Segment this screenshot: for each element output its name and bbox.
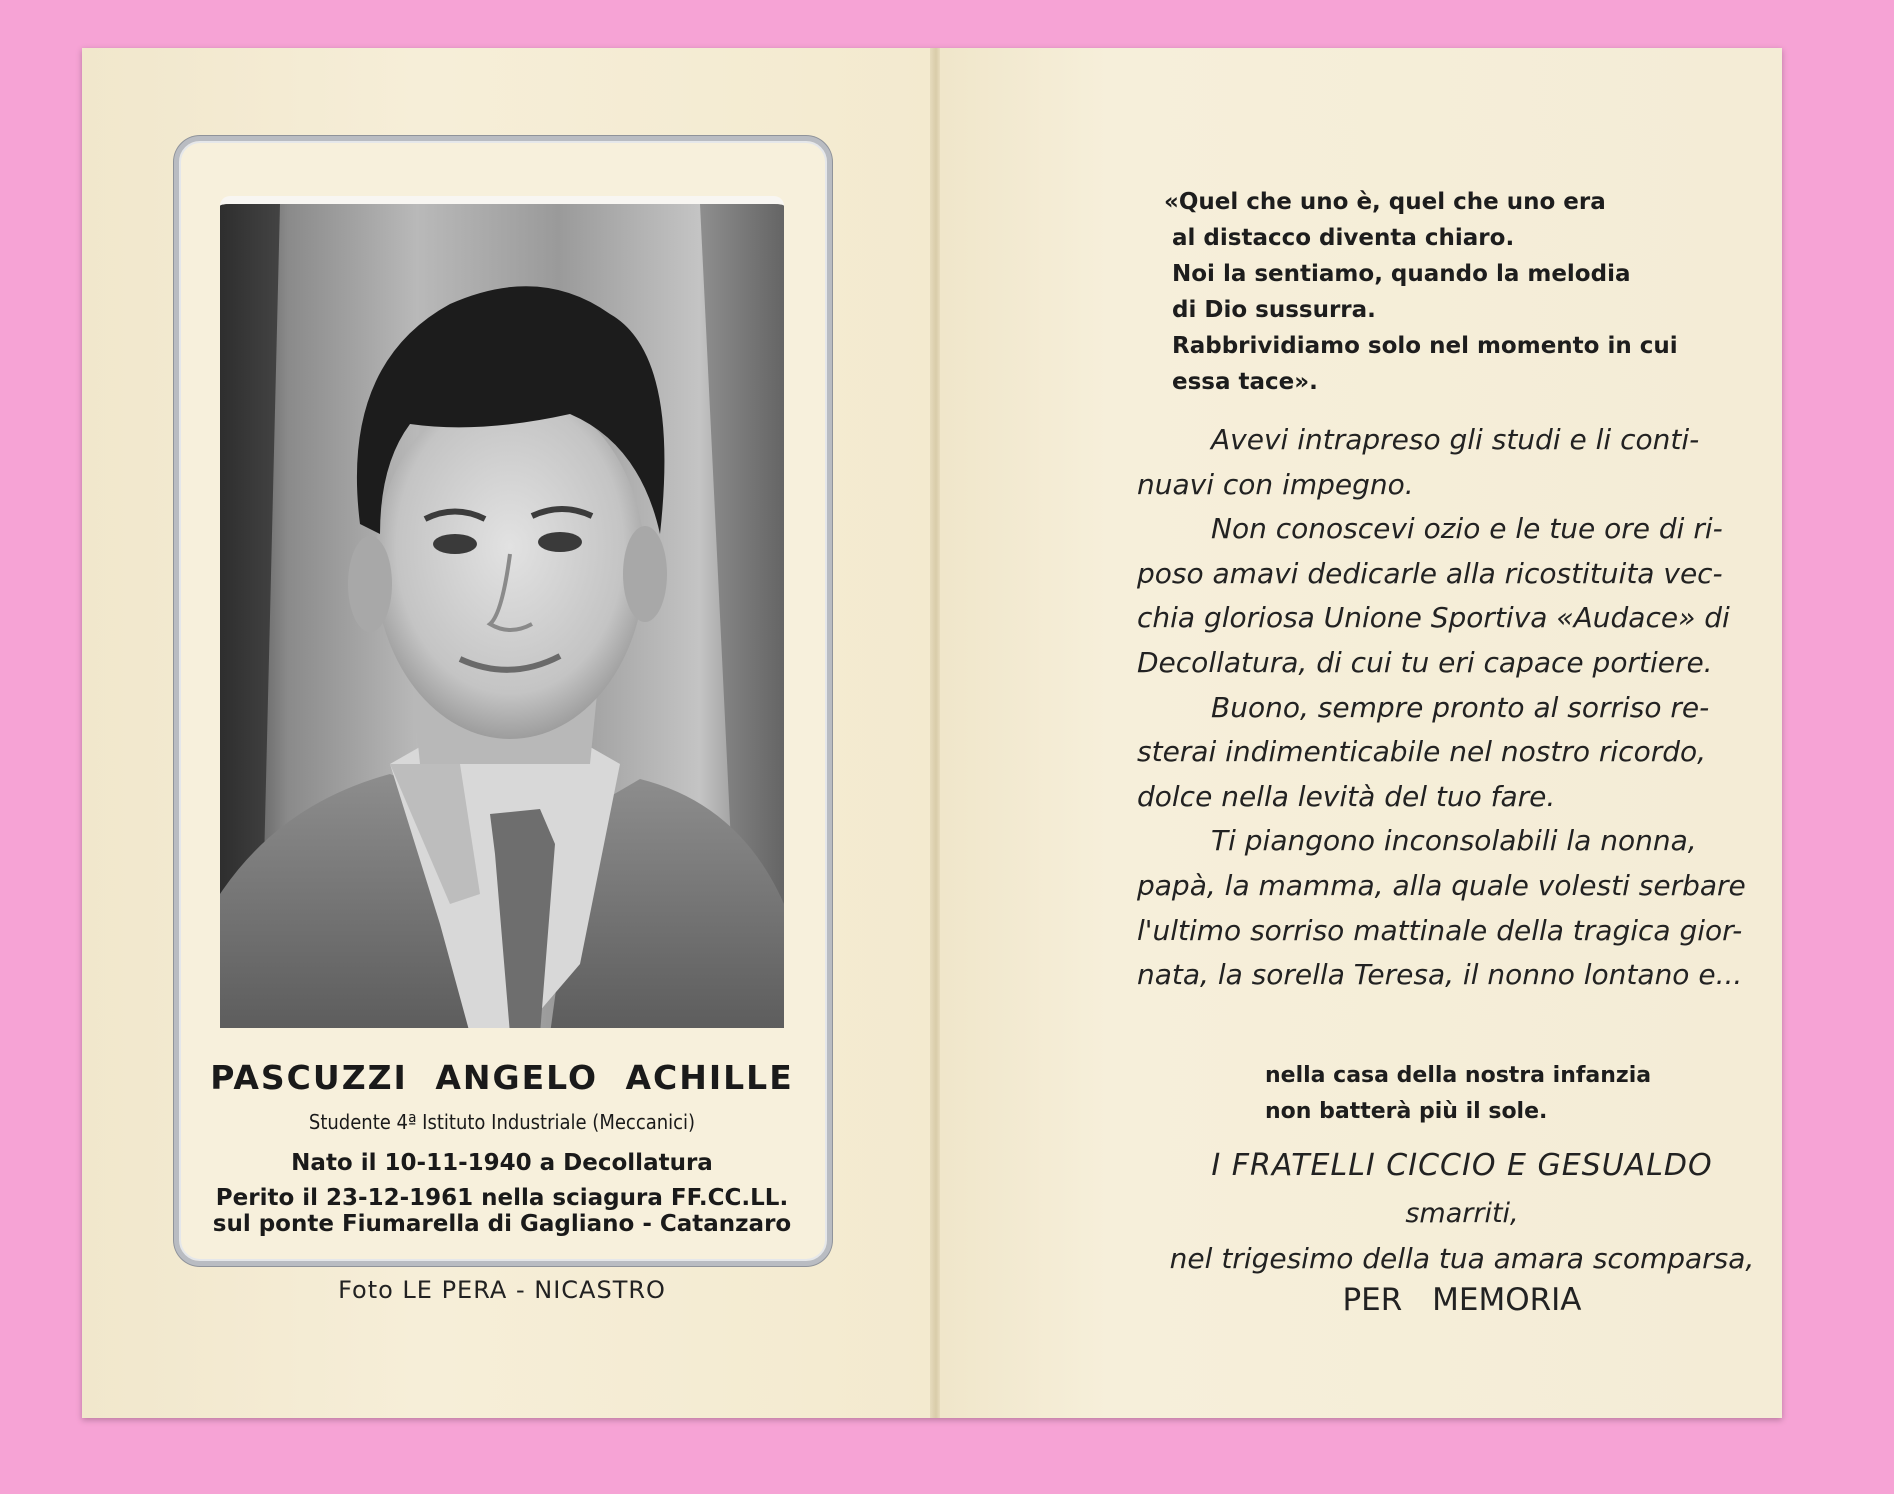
infanzia-line: non batterà più il sole. xyxy=(1265,1099,1548,1124)
quote-line: «Quel che uno è, quel che uno era xyxy=(1164,189,1606,215)
quote-block xyxy=(1164,184,1804,400)
trigesimo-line: nel trigesimo della tua amara scomparsa, xyxy=(1169,1242,1755,1275)
quote-line: di Dio sussurra. xyxy=(1164,297,1376,323)
prose-line: Decollatura, di cui tu eri capace portiere. xyxy=(1137,645,1713,679)
prose-line: l'ultimo sorriso mattinale della tragica gior- xyxy=(1137,913,1743,947)
prose-line: chia gloriosa Unione Sportiva «Audace» di xyxy=(1137,601,1730,635)
memorial-text xyxy=(1137,418,1787,998)
smarriti-line: smarriti, xyxy=(1405,1198,1519,1229)
prose-line: papà, la mamma, alla quale volesti serbare xyxy=(1137,868,1746,902)
quote-line: al distacco diventa chiaro. xyxy=(1164,225,1515,251)
prose-line: sterai indimenticabile nel nostro ricordo, xyxy=(1137,735,1707,769)
death-line: Perito il 23-12-1961 nella sciagura FF.CC.LL. xyxy=(215,1185,789,1211)
portrait-photo xyxy=(220,196,784,1028)
prose-line: dolce nella levità del tuo fare. xyxy=(1137,779,1556,813)
memorial-card xyxy=(82,48,1782,1418)
prose-line: Non conoscevi ozio e le tue ore di ri- xyxy=(1211,512,1723,546)
quote-line: essa tace». xyxy=(1164,369,1318,395)
prose-line: poso amavi dedicarle alla ricostituita vec- xyxy=(1137,556,1723,590)
deceased-name: PASCUZZI ANGELO ACHILLE xyxy=(210,1058,794,1097)
studies-line: Studente 4ª Istituto Industriale (Meccanici) xyxy=(308,1110,696,1134)
per-memoria-line: PER MEMORIA xyxy=(1342,1282,1582,1318)
infanzia-lines xyxy=(1265,1058,1651,1130)
brothers-line: I FRATELLI CICCIO E GESUALDO xyxy=(1211,1148,1713,1183)
photo-credit: Foto LE PERA - NICASTRO xyxy=(338,1276,666,1304)
infanzia-line: nella casa della nostra infanzia xyxy=(1265,1063,1652,1088)
birth-line: Nato il 10-11-1940 a Decollatura xyxy=(291,1150,713,1176)
quote-line: Noi la sentiamo, quando la melodia xyxy=(1164,261,1631,287)
prose-line: Ti piangono inconsolabili la nonna, xyxy=(1211,824,1697,858)
prose-line: nata, la sorella Teresa, il nonno lontano e... xyxy=(1137,958,1743,992)
prose-line: Avevi intrapreso gli studi e li conti- xyxy=(1211,423,1700,456)
death-place-line: sul ponte Fiumarella di Gagliano - Catanzaro xyxy=(212,1211,792,1237)
prose-line: nuavi con impegno. xyxy=(1137,467,1414,501)
quote-line: Rabbrividiamo solo nel momento in cui xyxy=(1164,333,1678,359)
prose-line: Buono, sempre pronto al sorriso re- xyxy=(1211,690,1710,724)
